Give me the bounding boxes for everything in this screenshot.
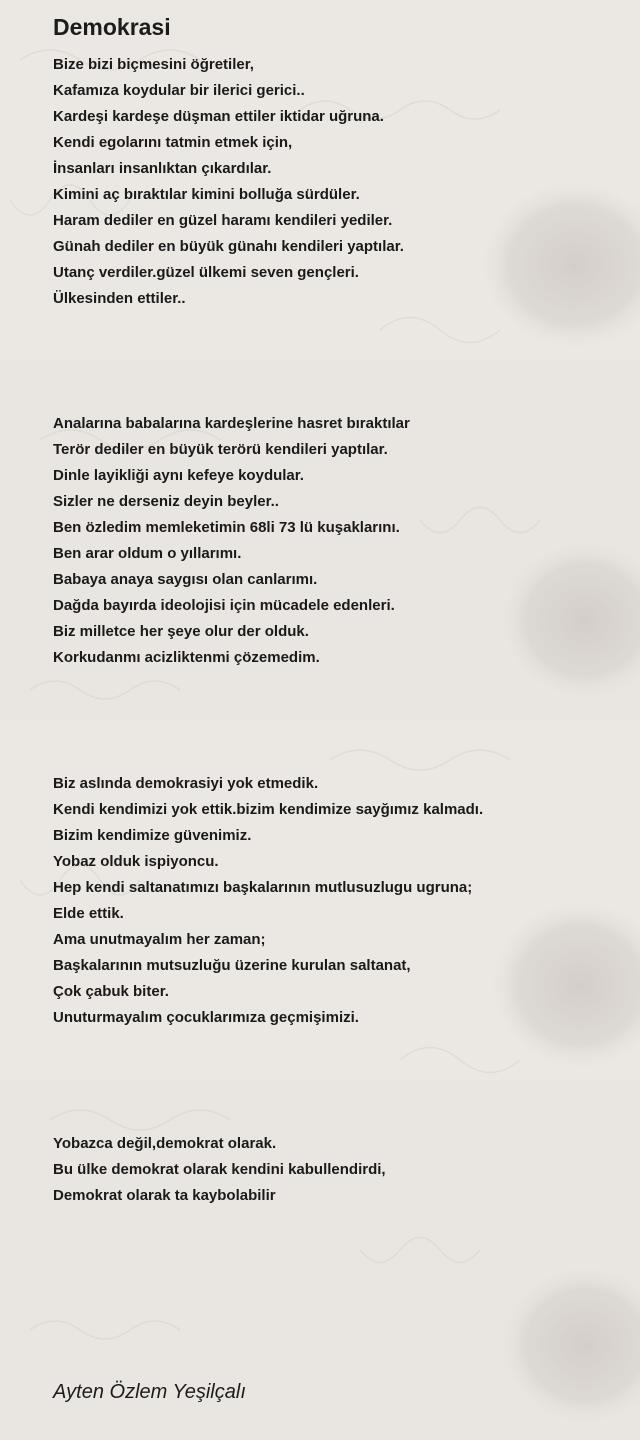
stanza-2 — [53, 411, 410, 671]
poem-line: Kendi egolarını tatmin etmek için, — [53, 134, 293, 151]
poem-line: Sizler ne derseniz deyin beyler.. — [53, 493, 279, 510]
poem-line: Çok çabuk biter. — [53, 983, 169, 1000]
poem-line: Yobazca değil,demokrat olarak. — [53, 1135, 277, 1152]
author-name: Ayten Özlem Yeşilçalı — [53, 1381, 246, 1403]
poem-line: Demokrat olarak ta kaybolabilir — [53, 1187, 276, 1204]
poem-title: Demokrasi — [53, 14, 171, 40]
stanza-3 — [53, 771, 483, 1031]
poem-line: Utanç verdiler.güzel ülkemi seven gençleri. — [53, 264, 359, 281]
poem-line: Terör dediler en büyük terörü kendileri yaptılar. — [53, 441, 388, 458]
poem-line: Dağda bayırda ideolojisi için mücadele edenleri. — [53, 597, 395, 614]
poem-line: Ben arar oldum o yıllarımı. — [53, 545, 242, 562]
poem-line: Başkalarının mutsuzluğu üzerine kurulan saltanat, — [53, 957, 411, 974]
poem-line: Ben özledim memleketimin 68li 73 lü kuşaklarını. — [53, 519, 400, 536]
poem-line: Haram dediler en güzel haramı kendileri yediler. — [53, 212, 393, 229]
poem-line: Bize bizi biçmesini öğretiler, — [53, 56, 254, 73]
poem-line: Dinle layikliği aynı kefeye koydular. — [53, 467, 304, 484]
poem-line: Günah dediler en büyük günahı kendileri yaptılar. — [53, 238, 404, 255]
poem-line: Kafamıza koydular bir ilerici gerici.. — [53, 82, 305, 99]
poem-line: Unuturmayalım çocuklarımıza geçmişimizi. — [53, 1009, 359, 1026]
poem-line: Analarına babalarına kardeşlerine hasret bıraktılar — [53, 415, 410, 432]
poem-line: Kimini aç bıraktılar kimini bolluğa sürdüler. — [53, 186, 360, 203]
poem-line: Biz aslında demokrasiyi yok etmedik. — [53, 775, 319, 792]
poem-line: Hep kendi saltanatımızı başkalarının mutlusuzlugu ugruna; — [53, 879, 473, 896]
poem-line: Yobaz olduk ispiyoncu. — [53, 853, 219, 870]
poem-line: Ülkesinden ettiler.. — [53, 290, 186, 307]
poem-line: Kardeşi kardeşe düşman ettiler iktidar uğruna. — [53, 108, 384, 125]
poem-line: Elde ettik. — [53, 905, 124, 922]
poem-line: Korkudanmı acizliktenmi çözemedim. — [53, 649, 320, 666]
stanza-1 — [53, 52, 404, 312]
poem-line: Ama unutmayalım her zaman; — [53, 931, 266, 948]
poem-line: İnsanları insanlıktan çıkardılar. — [53, 160, 272, 177]
poem-line: Bu ülke demokrat olarak kendini kabullendirdi, — [53, 1161, 386, 1178]
poem-line: Babaya anaya saygısı olan canlarımı. — [53, 571, 318, 588]
stanza-4 — [53, 1131, 386, 1209]
poem-line: Bizim kendimize güvenimiz. — [53, 827, 252, 844]
poem-line: Kendi kendimizi yok ettik.bizim kendimize sayğımız kalmadı. — [53, 801, 484, 818]
poem-line: Biz milletce her şeye olur der olduk. — [53, 623, 309, 640]
